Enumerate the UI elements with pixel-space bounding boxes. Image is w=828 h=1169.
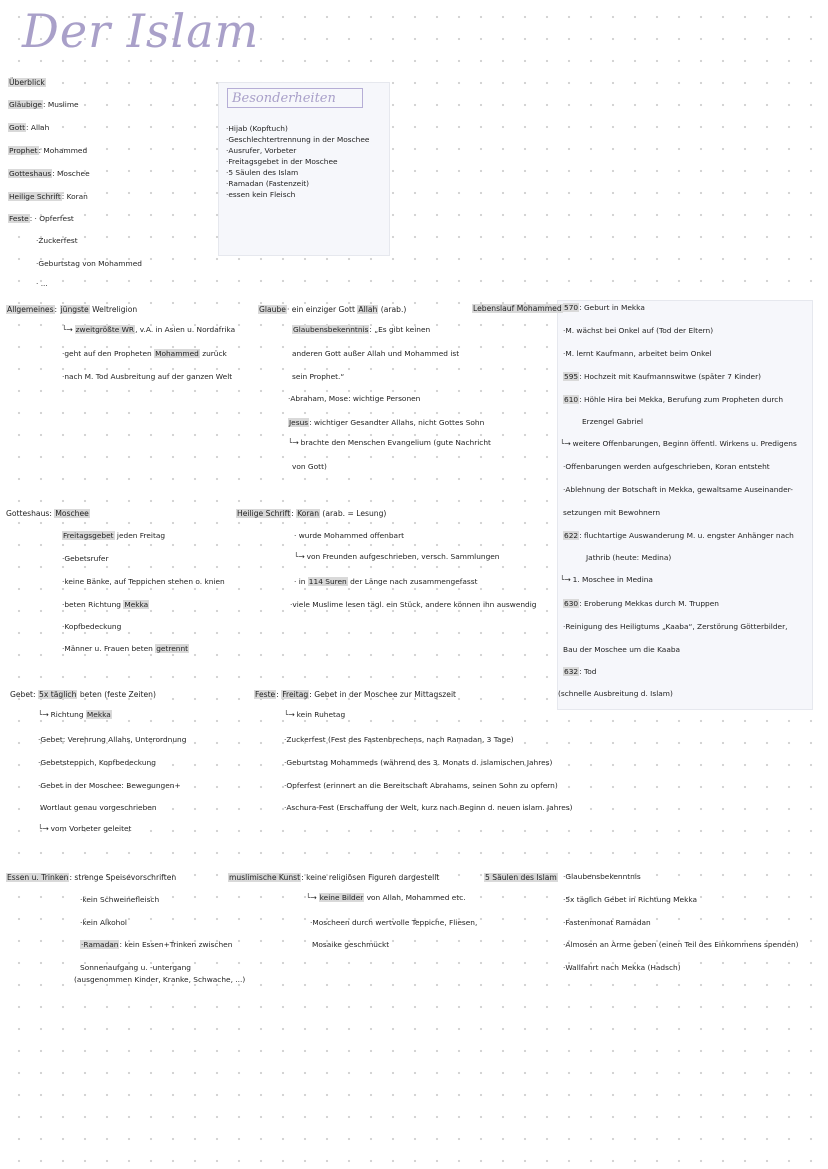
overview-row: Heilige Schrift: Koran: [9, 192, 88, 201]
timeline-item: 610: Höhle Hira bei Mekka, Berufung zum Propheten durch: [564, 395, 783, 404]
list-item: anderen Gott außer Allah und Mohammed ist: [292, 349, 460, 358]
list-item: ·Glaubensbekenntnis: [563, 872, 641, 881]
list-item: Glaubensbekenntnis: „Es gibt keinen: [293, 325, 431, 334]
list-item: ·kein Schweinefleisch: [80, 895, 160, 904]
timeline-item: 595: Hochzeit mit Kaufmannswitwe (später 7 Kinder): [564, 372, 761, 381]
list-item: ·Männer u. Frauen beten getrennt: [62, 644, 189, 653]
feste-line1: Feste: Freitag: Gebet in der Moschee zur Mittagszeit: [255, 690, 457, 699]
kunst-line1: muslimische Kunst: keine religiösen Figuren dargestellt: [229, 873, 440, 882]
list-item: ·Fastenmonat Ramadan: [563, 918, 651, 927]
list-item: ·Ramadan (Fastenzeit): [226, 179, 310, 188]
list-item: · in 114 Suren der Länge nach zusammengefasst: [294, 577, 478, 586]
overview-row: Prophet: Mohammed: [9, 146, 88, 155]
gebet-line1: Gebet: 5x täglich beten (feste Zeiten): [10, 690, 156, 699]
lebenslauf-heading: Lebenslauf Mohammed: [473, 304, 562, 313]
list-item: ·Gebetsteppich, Kopfbedeckung: [38, 758, 156, 767]
timeline-item: 632: Tod: [564, 667, 597, 676]
list-item: ·Gebet: Verehrung Allahs, Unterordnung: [38, 735, 187, 744]
list-item: ·Moscheen durch wertvolle Teppiche, Fliesen,: [310, 918, 478, 927]
glaube-line1: Glaube· ein einziger Gott Allah (arab.): [259, 305, 407, 314]
timeline-item: └→ 1. Moschee in Medina: [560, 576, 653, 585]
list-item: └→ brachte den Menschen Evangelium (gute Nachricht: [288, 439, 491, 448]
timeline-item: ·M. lernt Kaufmann, arbeitet beim Onkel: [563, 349, 712, 358]
list-item: ·Almosen an Arme geben (einen Teil des Einkommens spenden): [563, 940, 799, 949]
besonderheiten-heading: Besonderheiten: [227, 88, 363, 108]
list-item: ·kein Alkohol: [80, 918, 127, 927]
list-item: ·beten Richtung Mekka: [62, 600, 149, 609]
list-item: Sonnenaufgang u. -untergang: [80, 963, 191, 972]
timeline-item: ·Ablehnung der Botschaft in Mekka, gewaltsame Auseinander-: [563, 485, 793, 494]
page-title: Der Islam: [22, 4, 260, 58]
list-item: └→ keine Bilder von Allah, Mohammed etc.: [306, 894, 466, 903]
list-item: └→ vom Vorbeter geleitet: [38, 825, 131, 834]
list-item: ·5x täglich Gebet in Richtung Mekka: [563, 895, 698, 904]
essen-line1: Essen u. Trinken: strenge Speisevorschriften: [7, 873, 177, 882]
essen-heading: Essen u. Trinken: [7, 873, 69, 882]
overview-row: Gläubige: Muslime: [9, 100, 79, 109]
list-item: ·Gebet in der Moschee: Bewegungen+: [38, 781, 181, 790]
timeline-item: (schnelle Ausbreitung d. Islam): [558, 689, 673, 698]
list-item: ·nach M. Tod Ausbreitung auf der ganzen Welt: [62, 372, 233, 381]
timeline-item: 570: Geburt in Mekka: [564, 303, 645, 312]
glaube-heading: Glaube: [259, 305, 286, 314]
list-item: ·Ramadan: kein Essen+Trinken zwischen: [81, 940, 233, 949]
list-item: sein Prophet.“: [292, 372, 345, 381]
list-item: ·Abraham, Mose: wichtige Personen: [288, 394, 421, 403]
timeline-item: Erzengel Gabriel: [582, 417, 644, 426]
gotteshaus-heading: Gotteshaus: [6, 509, 50, 518]
saeulen-heading: 5 Säulen des Islam: [485, 873, 557, 882]
timeline-item: 622: fluchtartige Auswanderung M. u. engster Anhänger nach: [564, 531, 794, 540]
list-item: ·5 Säulen des Islam: [226, 168, 299, 177]
list-item: ·Hijab (Kopftuch): [226, 124, 288, 133]
timeline-item: ·Offenbarungen werden aufgeschrieben, Koran entsteht: [563, 462, 770, 471]
list-item: ·Wallfahrt nach Mekka (Hadsch): [563, 963, 681, 972]
list-item: ·keine Bänke, auf Teppichen stehen o. knien: [62, 577, 225, 586]
list-item: ·Geschlechtertrennung in der Moschee: [226, 135, 370, 144]
list-item: · wurde Mohammed offenbart: [294, 531, 405, 540]
list-item: ·Kopfbedeckung: [62, 622, 122, 631]
list-item: ·Geburtstag von Mohammed: [36, 259, 142, 268]
ueberblick-heading: Überblick: [9, 78, 45, 87]
list-item: ·Opferfest (erinnert an die Bereitschaft Abrahams, seinen Sohn zu opfern): [284, 781, 558, 790]
list-item: Jesus: wichtiger Gesandter Allahs, nicht Gottes Sohn: [289, 418, 485, 427]
gebet-heading: Gebet: [10, 690, 34, 699]
timeline-item: 630: Eroberung Mekkas durch M. Truppen: [564, 599, 719, 608]
list-item: von Gott): [292, 462, 327, 471]
gotteshaus-line1: Gotteshaus: Moschee: [6, 509, 89, 518]
timeline-item: setzungen mit Bewohnern: [563, 508, 661, 517]
timeline-item: ·M. wächst bei Onkel auf (Tod der Eltern): [563, 326, 714, 335]
schrift-line1: Heilige Schrift: Koran (arab. = Lesung): [237, 509, 387, 518]
list-item: ·Gebetsrufer: [62, 554, 109, 563]
list-item: Mosaike geschmückt: [312, 940, 390, 949]
timeline-item: Jathrib (heute: Medina): [586, 553, 672, 562]
timeline-item: ·Reinigung des Heiligtums „Kaaba“, Zerstörung Götterbilder,: [563, 622, 788, 631]
timeline-item: └→ weitere Offenbarungen, Beginn öffentl. Wirkens u. Predigens: [560, 440, 797, 449]
timeline-item: Bau der Moschee um die Kaaba: [563, 645, 681, 654]
list-item: ·Zuckerfest: [36, 236, 78, 245]
allgemeines-heading: Allgemeines: [7, 305, 54, 314]
list-item: ·Ausrufer, Vorbeter: [226, 146, 297, 155]
list-item: ·geht auf den Propheten Mohammed zurück: [62, 349, 227, 358]
list-item: ·Geburtstag Mohammeds (während des 3. Monats d. islamischen Jahres): [284, 758, 553, 767]
list-item: └→ von Freunden aufgeschrieben, versch. Sammlungen: [294, 553, 500, 562]
list-item: ·viele Muslime lesen tägl. ein Stück, andere können ihn auswendig: [290, 600, 537, 609]
feste-arrow-line: └→ kein Ruhetag: [284, 711, 345, 720]
list-item: · ...: [36, 279, 48, 288]
list-item: Wortlaut genau vorgeschrieben: [40, 803, 157, 812]
overview-row: Gotteshaus: Moschee: [9, 169, 90, 178]
feste-heading: Feste: [255, 690, 276, 699]
schrift-heading: Heilige Schrift: [237, 509, 291, 518]
list-item: ·Aschura-Fest (Erschaffung der Welt, kurz nach Beginn d. neuen islam. Jahres): [284, 803, 573, 812]
overview-row: Feste: · Opferfest: [9, 214, 74, 223]
allgemeines-line1: Allgemeines: jüngste Weltreligion: [7, 305, 138, 314]
list-item: (ausgenommen Kinder, Kranke, Schwache, ...): [74, 975, 246, 984]
list-item: ·Zuckerfest (Fest des Fastenbrechens, nach Ramadan, 3 Tage): [284, 735, 514, 744]
gebet-arrow-line: └→ Richtung Mekka: [38, 711, 112, 720]
overview-row: Gott: Allah: [9, 123, 50, 132]
allgemeines-arrow-line: └→ zweitgrößte WR, v.A. in Asien u. Nordafrika: [62, 326, 235, 335]
list-item: Freitagsgebet jeden Freitag: [63, 531, 166, 540]
list-item: ·essen kein Fleisch: [226, 190, 296, 199]
kunst-heading: muslimische Kunst: [229, 873, 301, 882]
list-item: ·Freitagsgebet in der Moschee: [226, 157, 338, 166]
